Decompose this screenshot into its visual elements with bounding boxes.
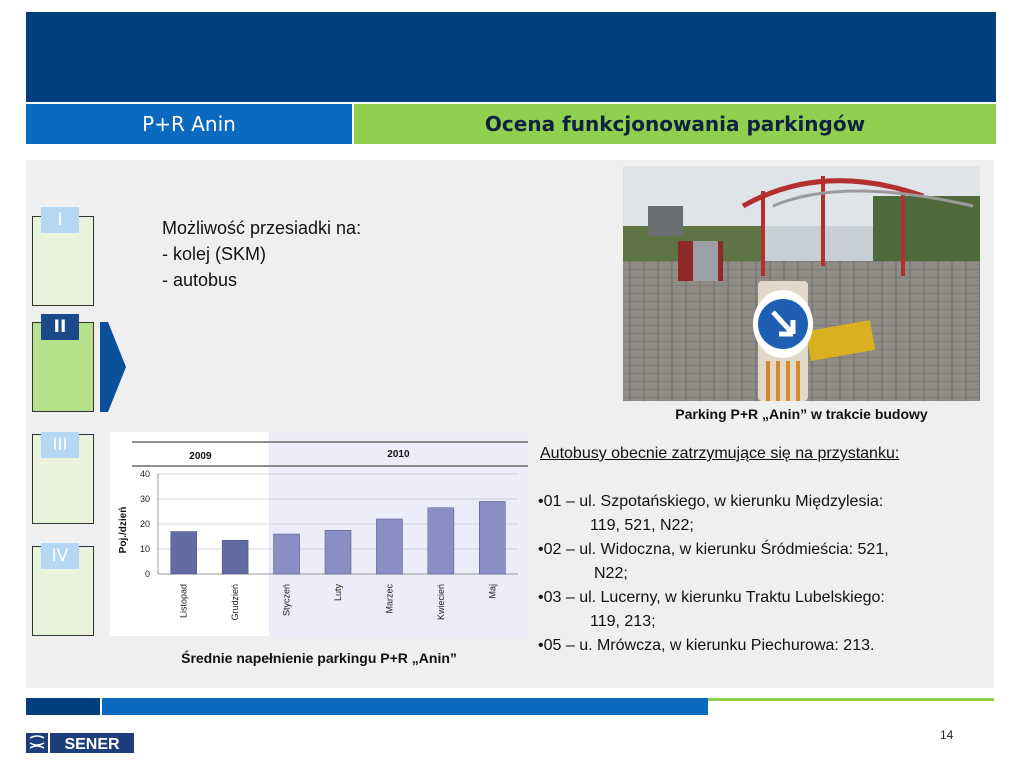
bar-7 — [479, 502, 505, 575]
y-tick-label-20: 20 — [139, 519, 150, 529]
bus-stops-title: Autobusy obecnie zatrzymujące się na przystanku: — [540, 445, 900, 462]
transfer-bus: - autobus — [162, 270, 238, 290]
page-title: Ocena funkcjonowania parkingów — [354, 104, 996, 144]
year-label-2010: 2010 — [387, 449, 410, 460]
bus-stop-02-route: •02 – ul. Widoczna, w kierunku Śródmieścia: 521, — [538, 541, 889, 558]
category-label-3: Styczeń — [281, 584, 292, 617]
sener-logo — [26, 731, 136, 755]
category-label-4: Luty — [333, 584, 343, 602]
bus-stop-03-route: •03 – ul. Lucerny, w kierunku Traktu Lubelskiego: — [538, 589, 885, 606]
y-tick-label-0: 0 — [144, 569, 150, 579]
sener-logo-text: SENER — [64, 736, 120, 753]
y-tick-label-10: 10 — [139, 544, 150, 554]
category-label-7: Maj — [487, 584, 498, 599]
bus-stop-01-lines: 119, 521, N22; — [590, 517, 694, 534]
active-step-arrow-icon — [100, 322, 128, 412]
bus-stop-01 — [538, 490, 988, 538]
bar-6 — [428, 508, 454, 574]
step-2-label[interactable]: II — [41, 314, 79, 340]
transfer-rail: - kolej (SKM) — [162, 244, 267, 264]
bus-stop-03 — [538, 586, 988, 634]
section-title: P+R Anin — [26, 104, 352, 144]
bus-stop-02-lines: N22; — [594, 565, 628, 582]
transfer-heading: Możliwość przesiadki na: — [162, 218, 362, 238]
photo-caption: Parking P+R „Anin” w trakcie budowy — [675, 406, 928, 422]
header-band — [26, 12, 996, 102]
bus-stops-list — [538, 490, 988, 658]
step-4-label[interactable]: IV — [41, 543, 79, 569]
footer-bar-dark — [26, 698, 100, 715]
year-label-2009: 2009 — [189, 451, 212, 462]
occupancy-chart-svg — [110, 432, 528, 636]
footer-bar-blue — [102, 698, 708, 715]
y-axis-label: Poj./dzień — [118, 506, 129, 554]
bar-1 — [171, 532, 197, 575]
bar-4 — [325, 530, 351, 574]
transfer-options — [162, 215, 361, 293]
category-label-6: Kwiecień — [435, 584, 446, 621]
category-label-5: Marzec — [384, 584, 395, 614]
bus-stop-03-lines: 119, 213; — [590, 613, 656, 630]
bus-stop-01-route: •01 – ul. Szpotańskiego, w kierunku Międzylesia: — [538, 493, 884, 510]
bus-stop-05-route: •05 – u. Mrówcza, w kierunku Piechurowa: 213. — [538, 637, 875, 654]
y-tick-label-40: 40 — [139, 469, 150, 479]
category-label-2: Grudzień — [230, 584, 241, 621]
chart-caption: Średnie napełnienie parkingu P+R „Anin” — [181, 650, 457, 666]
bus-stop-05 — [538, 634, 988, 658]
parking-construction-photo — [623, 166, 980, 401]
bar-2 — [222, 540, 248, 574]
page-number: 14 — [940, 728, 954, 742]
footer-bar-green — [708, 698, 994, 701]
bar-5 — [376, 519, 402, 574]
step-3-label[interactable]: III — [41, 432, 79, 458]
occupancy-chart — [110, 432, 528, 636]
step-1-label[interactable]: I — [41, 207, 79, 233]
category-label-1: Listopad — [178, 584, 189, 619]
bus-stop-02 — [538, 538, 988, 586]
bar-3 — [274, 534, 300, 574]
y-tick-label-30: 30 — [139, 494, 150, 504]
